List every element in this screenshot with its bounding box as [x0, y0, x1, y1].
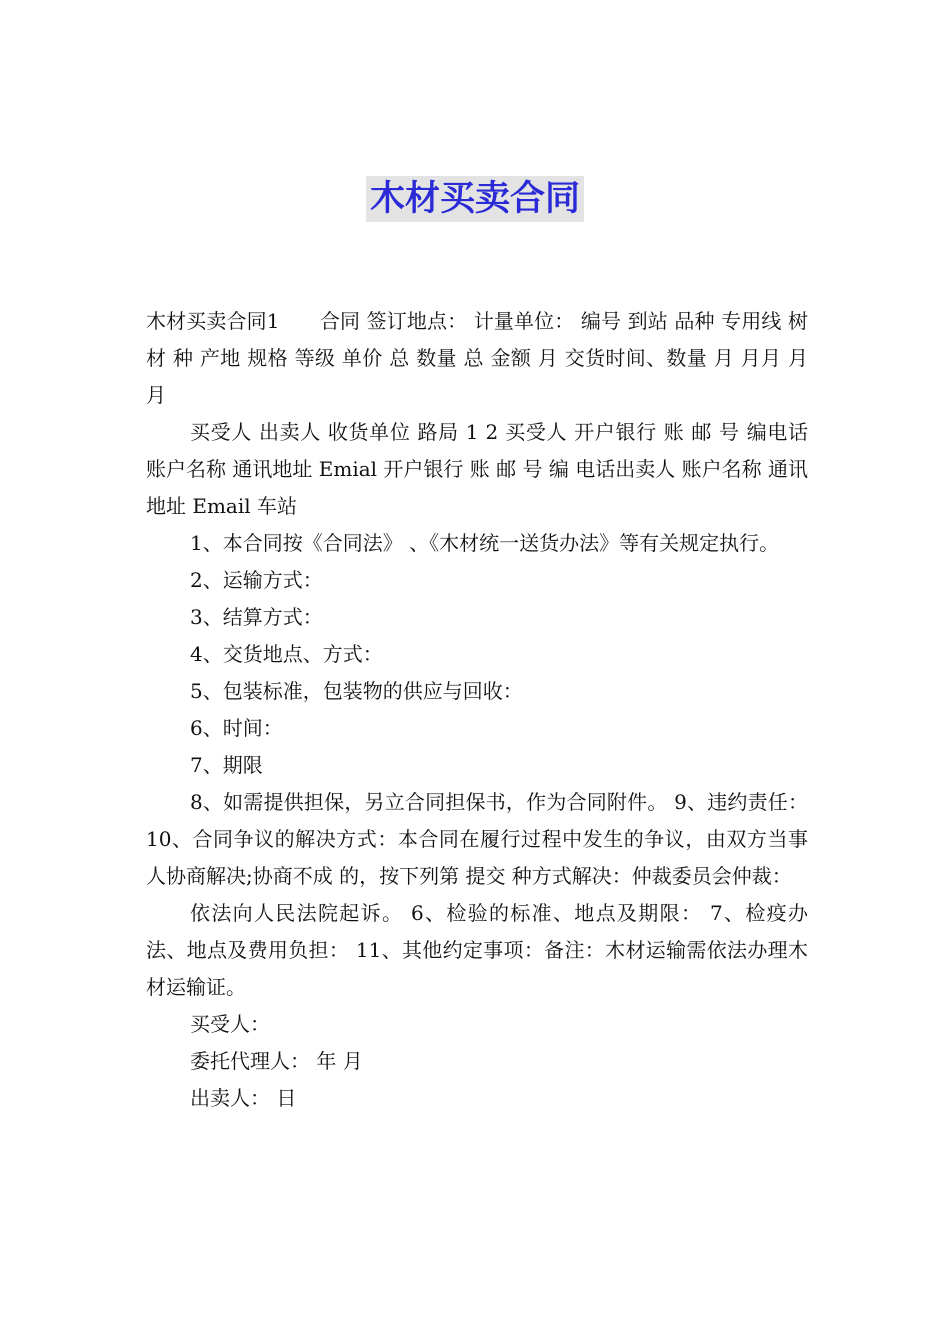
clause-1: 1、本合同按《合同法》 、《木材统一送货办法》等有关规定执行。: [190, 531, 780, 555]
title-wrapper: [0, 176, 950, 222]
document-title: 木材买卖合同: [366, 176, 584, 222]
clause-8-10: 8、如需提供担保，另立合同担保书，作为合同附件。 9、违约责任：10、合同争议的解决方式：本合同在履行过程中发生的争议，由双方当事人协商解决;协商不成 的，按下列第 提交 种方式解决：仲裁委员会仲裁：: [146, 790, 808, 888]
clause-7: 7、期限: [190, 753, 263, 777]
clause-5: 5、包装标准，包装物的供应与回收：: [190, 679, 523, 703]
clause-3: 3、结算方式：: [190, 605, 323, 629]
clause-4: 4、交货地点、方式：: [190, 642, 383, 666]
paragraph-parties: 买受人 出卖人 收货单位 路局 1 2 买受人 开户银行 账 邮 号 编电话 账户名称 通讯地址 Emial 开户银行 账 邮 号 编 电话出卖人 账户名称 通讯地址 Email 车站: [146, 420, 808, 518]
signature-agent: 委托代理人： 年 月: [190, 1049, 363, 1073]
document-body: [146, 303, 808, 1117]
clause-2: 2、运输方式：: [190, 568, 323, 592]
signature-seller: 出卖人： 日: [190, 1086, 297, 1110]
clause-6: 6、时间：: [190, 716, 283, 740]
clause-dispute-other: 依法向人民法院起诉。 6、检验的标准、地点及期限： 7、检疫办法、地点及费用负担： 11、其他约定事项：备注：木材运输需依法办理木材运输证。: [146, 901, 808, 999]
signature-buyer: 买受人：: [190, 1012, 270, 1036]
paragraph-intro: 木材买卖合同1 合同 签订地点： 计量单位： 编号 到站 品种 专用线 树材 种 产地 规格 等级 单价 总 数量 总 金额 月 交货时间、数量 月 月月 月 月: [146, 309, 808, 407]
